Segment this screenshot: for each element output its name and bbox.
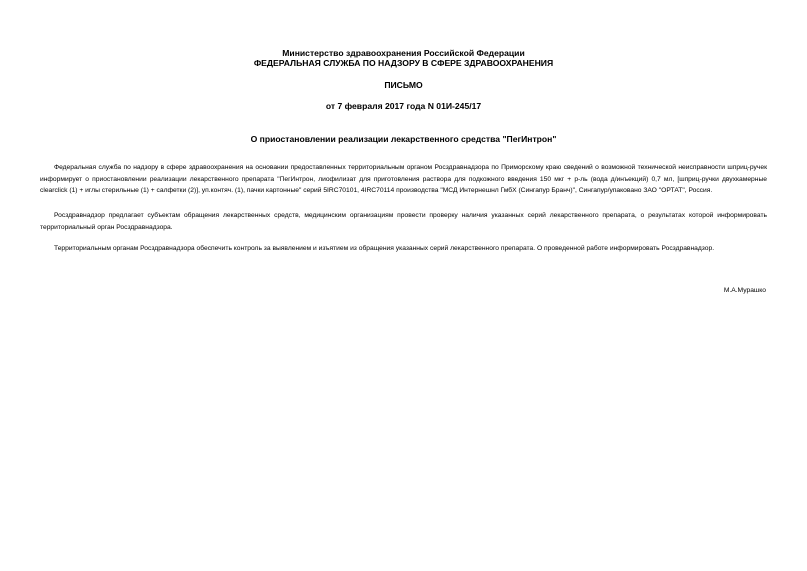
document-type: ПИСЬМО	[384, 80, 423, 90]
signature: М.А.Мурашко	[723, 287, 766, 294]
paragraph-2: Росздравнадзор предлагает субъектам обращения лекарственных средств, медицинским организациям провести проверку наличия указанных серий лекарственного препарата, о результатах которой информировать территориальный орган Росздравнадзора.	[40, 212, 767, 231]
document-subject: О приостановлении реализации лекарственного средства "ПегИнтрон"	[250, 134, 557, 144]
document-date-number: от 7 февраля 2017 года N 01И-245/17	[325, 101, 482, 111]
paragraph-3: Территориальным органам Росздравнадзора обеспечить контроль за выявлением и изъятием из обращения указанных серий лекарственного препарата. О проведенной работе информировать Росздравнадзор.	[54, 245, 715, 252]
paragraph-1: Федеральная служба по надзору в сфере здравоохранения на основании предоставленных территориальным органом Росздравнадзора по Приморскому краю сведений о возможной технической неисправности шприц-ручек информирует о приостановлении реализации лекарственного препарата "ПегИнтрон, лиофилизат для приготовления раствора для подкожного введения 150 мкг + р-ль (вода д/инъекций) 0,7 мл, [шприц-ручки двухкамерные clearclick (1) + иглы стерильные (1) + салфетки (2)], уп.контяч. (1), пачки картонные" серий 5IRC70101, 4IRC70114 производства "МСД Интернешнл ГмбХ (Сингапур Бранч)", Сингапур/упаковано ЗАО "ОРТАТ", Россия.	[40, 164, 767, 194]
ministry-name: Министерство здравоохранения Российской Федерации	[282, 48, 525, 58]
service-name: ФЕДЕРАЛЬНАЯ СЛУЖБА ПО НАДЗОРУ В СФЕРЕ ЗДРАВООХРАНЕНИЯ	[253, 58, 554, 68]
